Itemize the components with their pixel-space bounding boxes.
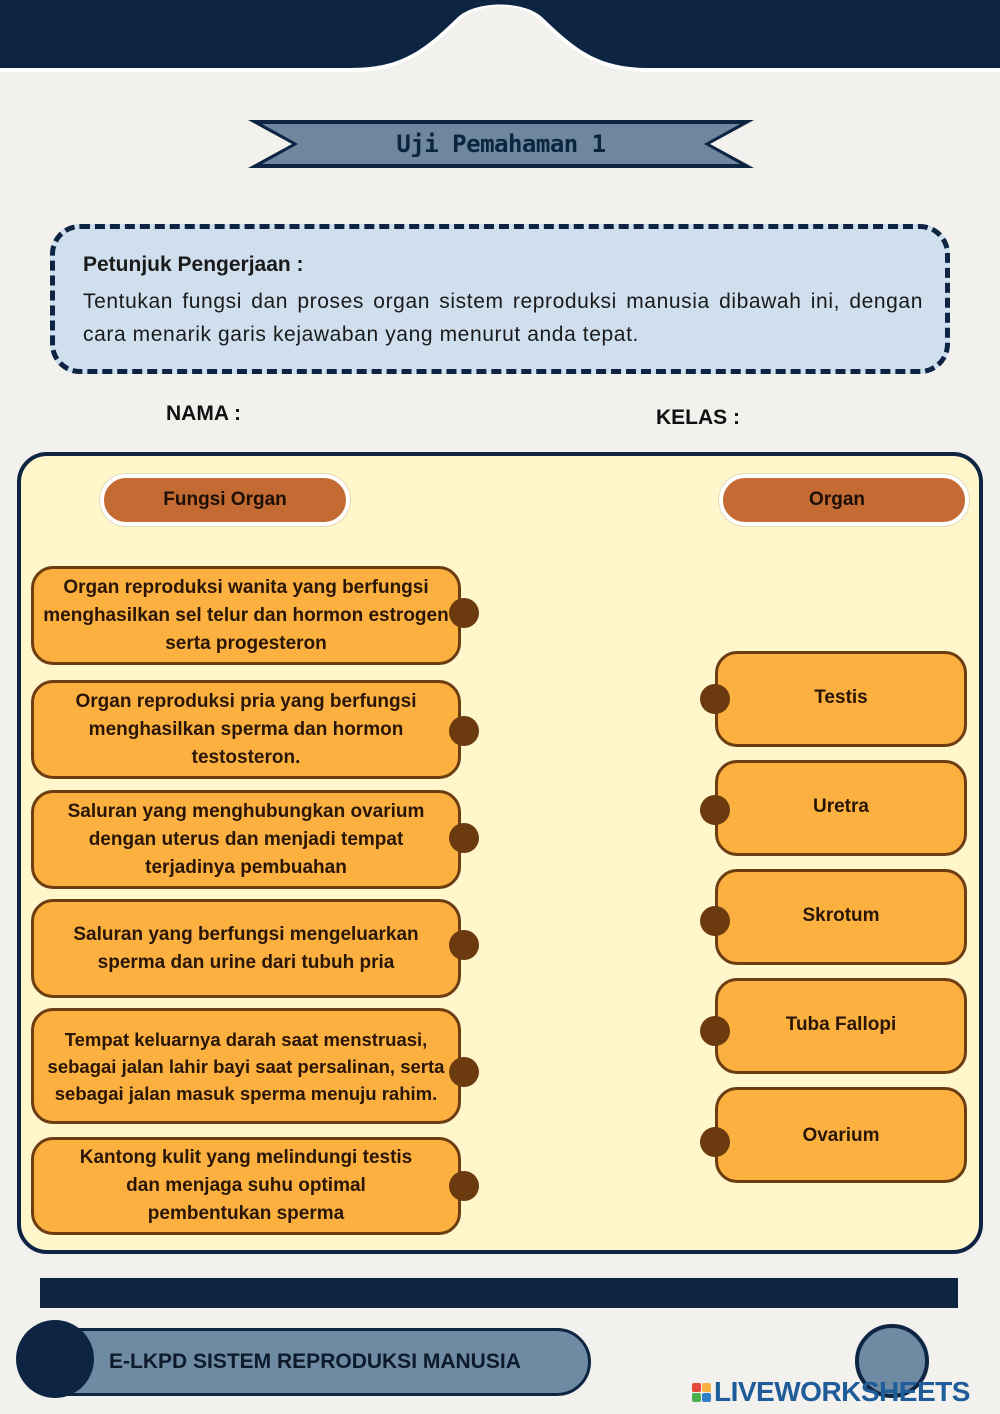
organ-card-tuba-fallopi bbox=[715, 978, 967, 1074]
liveworksheets-brand: LIVEWORKSHEETS bbox=[714, 1376, 970, 1407]
liveworksheets-icon bbox=[692, 1383, 711, 1402]
function-text-3: Saluran yang menghubungkan ovarium dengan uterus dan menjadi tempat terjadinya pembuahan bbox=[67, 800, 425, 878]
function-text-1: Organ reproduksi wanita yang berfungsi menghasilkan sel telur dan hormon estrogen serta progesteron bbox=[43, 576, 449, 654]
organ-card-uretra bbox=[715, 760, 967, 856]
function-card-1 bbox=[31, 566, 461, 665]
organ-label-2: Uretra bbox=[813, 796, 869, 817]
footer-divider bbox=[40, 1278, 958, 1308]
function-text-6: Kantong kulit yang melindungi testis dan menjaga suhu optimal pembentukan sperma bbox=[79, 1147, 413, 1224]
organ-card-testis bbox=[715, 651, 967, 747]
organ-label-5: Ovarium bbox=[802, 1125, 880, 1146]
organ-connector-4[interactable] bbox=[700, 1016, 730, 1046]
function-connector-3[interactable] bbox=[449, 823, 479, 853]
function-card-6 bbox=[31, 1137, 461, 1235]
function-card-3 bbox=[31, 790, 461, 889]
function-connector-6[interactable] bbox=[449, 1171, 479, 1201]
class-label: KELAS : bbox=[656, 406, 740, 429]
function-text-4: Saluran yang berfungsi mengeluarkan sperma dan urine dari tubuh pria bbox=[73, 923, 419, 973]
organ-card-ovarium bbox=[715, 1087, 967, 1183]
footer-label: E-LKPD SISTEM REPRODUKSI MANUSIA bbox=[109, 1350, 521, 1373]
function-card-4 bbox=[31, 899, 461, 998]
page-title: Uji Pemahaman 1 bbox=[396, 130, 606, 158]
function-card-5 bbox=[31, 1008, 461, 1124]
function-connector-5[interactable] bbox=[449, 1057, 479, 1087]
function-connector-1[interactable] bbox=[449, 598, 479, 628]
instruction-box bbox=[50, 224, 950, 374]
organ-label-4: Tuba Fallopi bbox=[785, 1014, 897, 1035]
function-text-2: Organ reproduksi pria yang berfungsi menghasilkan sperma dan hormon testosteron. bbox=[75, 690, 417, 768]
functions-column-header: Fungsi Organ bbox=[100, 474, 350, 526]
organ-label-3: Skrotum bbox=[802, 905, 880, 926]
function-text-5: Tempat keluarnya darah saat menstruasi, sebagai jalan lahir bayi saat persalinan, serta sebagai jalan masuk sperma menuju rahim. bbox=[47, 1028, 445, 1104]
instruction-heading: Petunjuk Pengerjaan : bbox=[83, 253, 304, 276]
organ-connector-1[interactable] bbox=[700, 684, 730, 714]
footer-label-pill bbox=[28, 1328, 591, 1396]
function-connector-2[interactable] bbox=[449, 716, 479, 746]
name-label: NAMA : bbox=[166, 402, 242, 425]
function-card-2 bbox=[31, 680, 461, 779]
organ-connector-3[interactable] bbox=[700, 906, 730, 936]
organ-card-skrotum bbox=[715, 869, 967, 965]
organ-connector-5[interactable] bbox=[700, 1127, 730, 1157]
header-banner bbox=[0, 0, 1000, 100]
organs-column-header: Organ bbox=[719, 474, 969, 526]
liveworksheets-logo bbox=[692, 1376, 970, 1408]
organ-label-1: Testis bbox=[814, 687, 868, 708]
instruction-text: Tentukan fungsi dan proses organ sistem reproduksi manusia dibawah ini, dengan cara menarik garis kejawaban yang menurut anda tepat. bbox=[83, 290, 923, 346]
function-connector-4[interactable] bbox=[449, 930, 479, 960]
organ-connector-2[interactable] bbox=[700, 795, 730, 825]
footer-circle-decoration bbox=[16, 1320, 94, 1398]
